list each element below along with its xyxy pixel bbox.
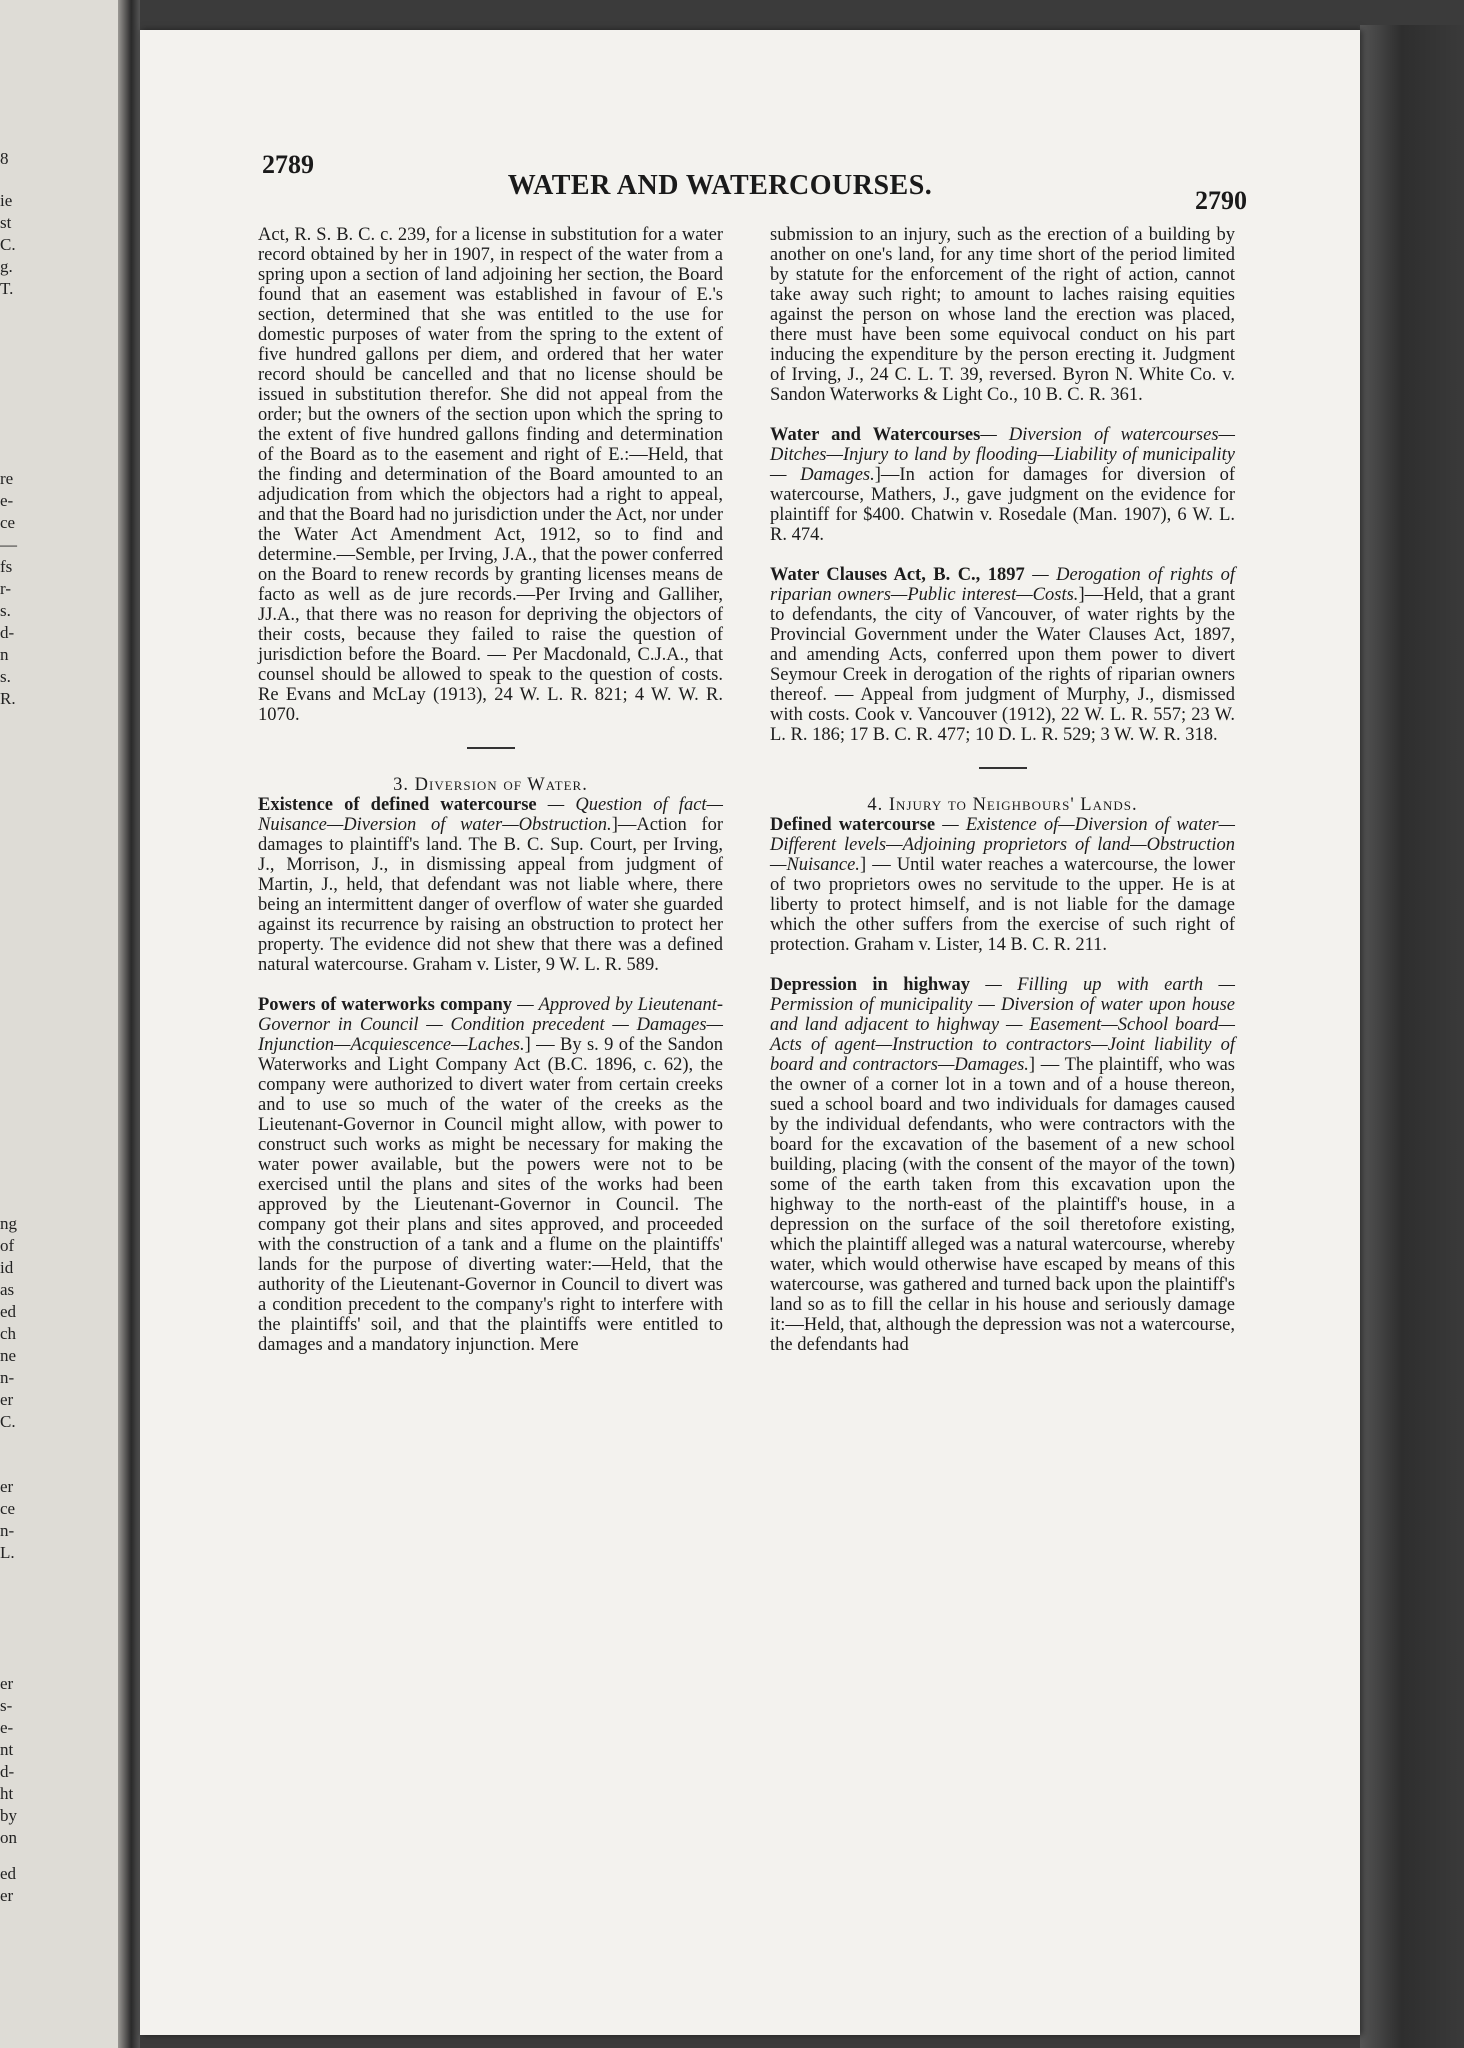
margin-fragment: ne [0,1347,17,1365]
margin-fragment: er [0,1478,14,1496]
margin-fragment: ed [0,1303,17,1321]
book-right-edge [1360,25,1464,2048]
entry-text: ] — The plaintiff, who was the owner of a corner lot in a town and of a house thereon, sued a school board and two individuals for damages caused by the individual defendants, who were contractors with the board for the excavation of the basement of a new school building, placing (with the consent of the mayor of the town) some of the earth taken from this excavation upon the highway to the north-east of the plaintiff's house, in a depression on the surface of the soil theretofore existing, which the plaintiff alleged was a natural watercourse, whereby water, which would otherwise have escaped by means of this watercourse, was gathered and turned back upon the plaintiff's land so as to fill the cellar in his house and seriously damage it:—Held, that, although the depression was not a watercourse, the defendants had [770,1055,1235,1355]
entry-text: ]—Action for damages to plaintiff's land. The B. C. Sup. Court, per Irving, J., Morrison, J., in dismissing appeal from judgment of Martin, J., held, that defendant was not liable where, there being an intermittent danger of overflow of water she guarded against its recurrence by raising an obstruction to protect her property. The evidence did not shew that there was a defined natural watercourse. Graham v. Lister, 9 W. L. R. 589. [258,815,723,975]
margin-fragment: s. [0,668,11,686]
margin-fragment: e- [0,492,14,510]
right-page-number: 2790 [1195,186,1247,215]
margin-fragment: as [0,1281,15,1299]
margin-fragment: T. [0,280,14,298]
digest-entry [770,565,1235,745]
margin-fragment: id [0,1259,14,1277]
margin-fragment: n- [0,1522,15,1540]
entry-heading: Water Clauses Act, B. C., 1897 [770,565,1025,585]
paragraph-continued: submission to an injury, such as the erection of a building by another on one's land, for any time short of the period limited by statute for the enforcement of the right of action, cannot take away such right; to amount to laches raising equities against the person on whose land the erection was placed, there must have been some equivocal conduct on his part inducing the expenditure by the person erecting it. Judgment of Irving, J., 24 C. L. T. 39, reversed. Byron N. White Co. v. Sandon Waterworks & Light Co., 10 B. C. R. 361. [770,225,1235,405]
margin-fragment: — [0,536,17,554]
column-right [770,225,1235,1355]
margin-fragment: st [0,214,12,232]
entry-heading: Defined watercourse [770,815,936,835]
entry-keywords: — Filling up with earth — Permission of municipality — Diversion of water upon house and land adjacent to highway — Easement—School board—Acts of agent—Instruction to contractors—Joint liability of board and contractors—Damages. [770,975,1235,1075]
margin-fragment: C. [0,236,16,254]
margin-fragment: er [0,1675,14,1693]
left-page-number: 2789 [262,150,314,179]
entry-text: ]—In action for damages for diversion of watercourse, Mathers, J., gave judgment on the evidence for plaintiff for $400. Chatwin v. Rosedale (Man. 1907), 6 W. L. R. 474. [770,465,1235,545]
column-left [258,225,723,1355]
facing-page-edge [0,0,128,2048]
margin-fragment: C. [0,1413,16,1431]
margin-fragment: ch [0,1325,17,1343]
section-heading-injury: 4. Injury to Neighbours' Lands. [867,795,1138,815]
digest-entry [770,815,1235,955]
margin-fragment: L. [0,1544,15,1562]
margin-fragment: d- [0,1763,15,1781]
digest-entry [770,425,1235,545]
entry-keywords: — Diversion of watercourses—Ditches—Injury to land by flooding—Liability of municipality — Damages. [770,425,1235,485]
margin-fragment: nt [0,1741,14,1759]
entry-text: ] — Until water reaches a watercourse, the lower of two proprietors owes no servitude to the upper. He is at liberty to protect himself, and is not liable for the damage which the other suffers from the exercise of such right of protection. Graham v. Lister, 14 B. C. R. 211. [770,855,1235,955]
margin-fragment: re [0,470,14,488]
margin-fragment: by [0,1807,17,1825]
margin-fragment: on [0,1829,17,1847]
margin-fragment: e- [0,1719,14,1737]
entry-text: ]—Held, that a grant to defendants, the city of Vancouver, of water rights by the Provincial Government under the Water Clauses Act, 1897, and amending Acts, conferred upon them power to divert Seymour Creek in derogation of the rights of riparian owners thereof. — Appeal from judgment of Murphy, J., dismissed with costs. Cook v. Vancouver (1912), 22 W. L. R. 557; 23 W. L. R. 186; 17 B. C. R. 477; 10 D. L. R. 529; 3 W. W. R. 318. [770,585,1235,745]
margin-fragment: 8 [0,150,9,168]
margin-fragment: d- [0,624,15,642]
entry-keywords: — Existence of—Diversion of water—Different levels—Adjoining proprietors of land—Obstruction—Nuisance. [770,815,1235,875]
running-head-title: WATER AND WATERCOURSES. [507,170,933,201]
margin-fragment: r- [0,580,11,598]
margin-fragment: n- [0,1369,15,1387]
margin-fragment: ce [0,514,16,532]
digest-entry [258,995,723,1355]
book-gutter [118,0,140,2048]
margin-fragment: ht [0,1785,14,1803]
margin-fragment: ed [0,1865,17,1883]
entry-keywords: — Question of fact—Nuisance—Diversion of water—Obstruction. [258,795,723,835]
margin-fragment: s. [0,602,11,620]
margin-fragment: R. [0,690,16,708]
entry-heading: Powers of waterworks company [258,995,513,1015]
margin-fragment: fs [0,558,13,576]
margin-fragment: g. [0,258,13,276]
digest-entry [770,975,1235,1355]
entry-text: ] — By s. 9 of the Sandon Waterworks and Light Company Act (B.C. 1896, c. 62), the company were authorized to divert water from certain creeks and to use so much of the water of the creeks as the Lieutenant-Governor in Council might allow, with power to construct such works as might be necessary for making the water power available, but the powers were not to be exercised until the plans and sites of the works had been approved by the Lieutenant-Governor in Council. The company got their plans and sites approved, and proceeded with the construction of a tank and a flume on the plaintiffs' lands for the purpose of diverting water:—Held, that the authority of the Lieutenant-Governor in Council to divert was a condition precedent to the company's right to interfere with the plaintiffs' soil, and that the plaintiffs were entitled to damages and a mandatory injunction. Mere [258,1035,723,1355]
digest-entry [258,795,723,975]
margin-fragment: of [0,1237,15,1255]
section-heading-diversion: 3. Diversion of Water. [393,775,588,795]
margin-fragment: ie [0,192,13,210]
margin-fragment: ce [0,1500,16,1518]
entry-heading: Depression in highway [770,975,971,995]
margin-fragment: n [0,646,9,664]
margin-fragment: ng [0,1215,17,1233]
paragraph-continued: Act, R. S. B. C. c. 239, for a license in substitution for a water record obtained by her in 1907, in respect of the water from a spring upon a section of land adjoining her section, the Board found that an easement was established in favour of E.'s section, determined that she was entitled to the use for domestic purposes of water from the spring to the extent of five hundred gallons per diem, and ordered that her water record should be cancelled and that no license should be issued in substitution therefor. She did not appeal from the order; but the owners of the section upon which the spring to the extent of five hundred gallons finding and determination of the Board as to the easement and right of E.:—Held, that the finding and determination of the Board amounted to an adjudication from which the objectors had a right to appeal, and that the Board had no jurisdiction under the Act, nor under the Water Act Amendment Act, 1912, so to find and determine.—Semble, per Irving, J.A., that the power conferred on the Board to renew records by granting licenses means de facto as well as de jure records.—Per Irving and Galliher, JJ.A., that there was no reason for depriving the objectors of their costs, because they failed to raise the question of jurisdiction before the Board. — Per Macdonald, C.J.A., that counsel should be allowed to speak to the question of costs. Re Evans and McLay (1913), 24 W. L. R. 821; 4 W. W. R. 1070. [258,225,723,725]
margin-fragment: er [0,1391,14,1409]
section-divider [979,767,1027,769]
entry-keywords: — Derogation of rights of riparian owners—Public interest—Costs. [770,565,1235,605]
margin-fragment: er [0,1887,14,1905]
entry-heading: Water and Watercourses [770,425,981,445]
margin-fragment: s- [0,1697,13,1715]
section-divider [467,747,515,749]
entry-keywords: — Approved by Lieutenant-Governor in Council — Condition precedent — Damages—Injunction—Acquiescence—Laches. [258,995,723,1055]
entry-heading: Existence of defined watercourse [258,795,537,815]
